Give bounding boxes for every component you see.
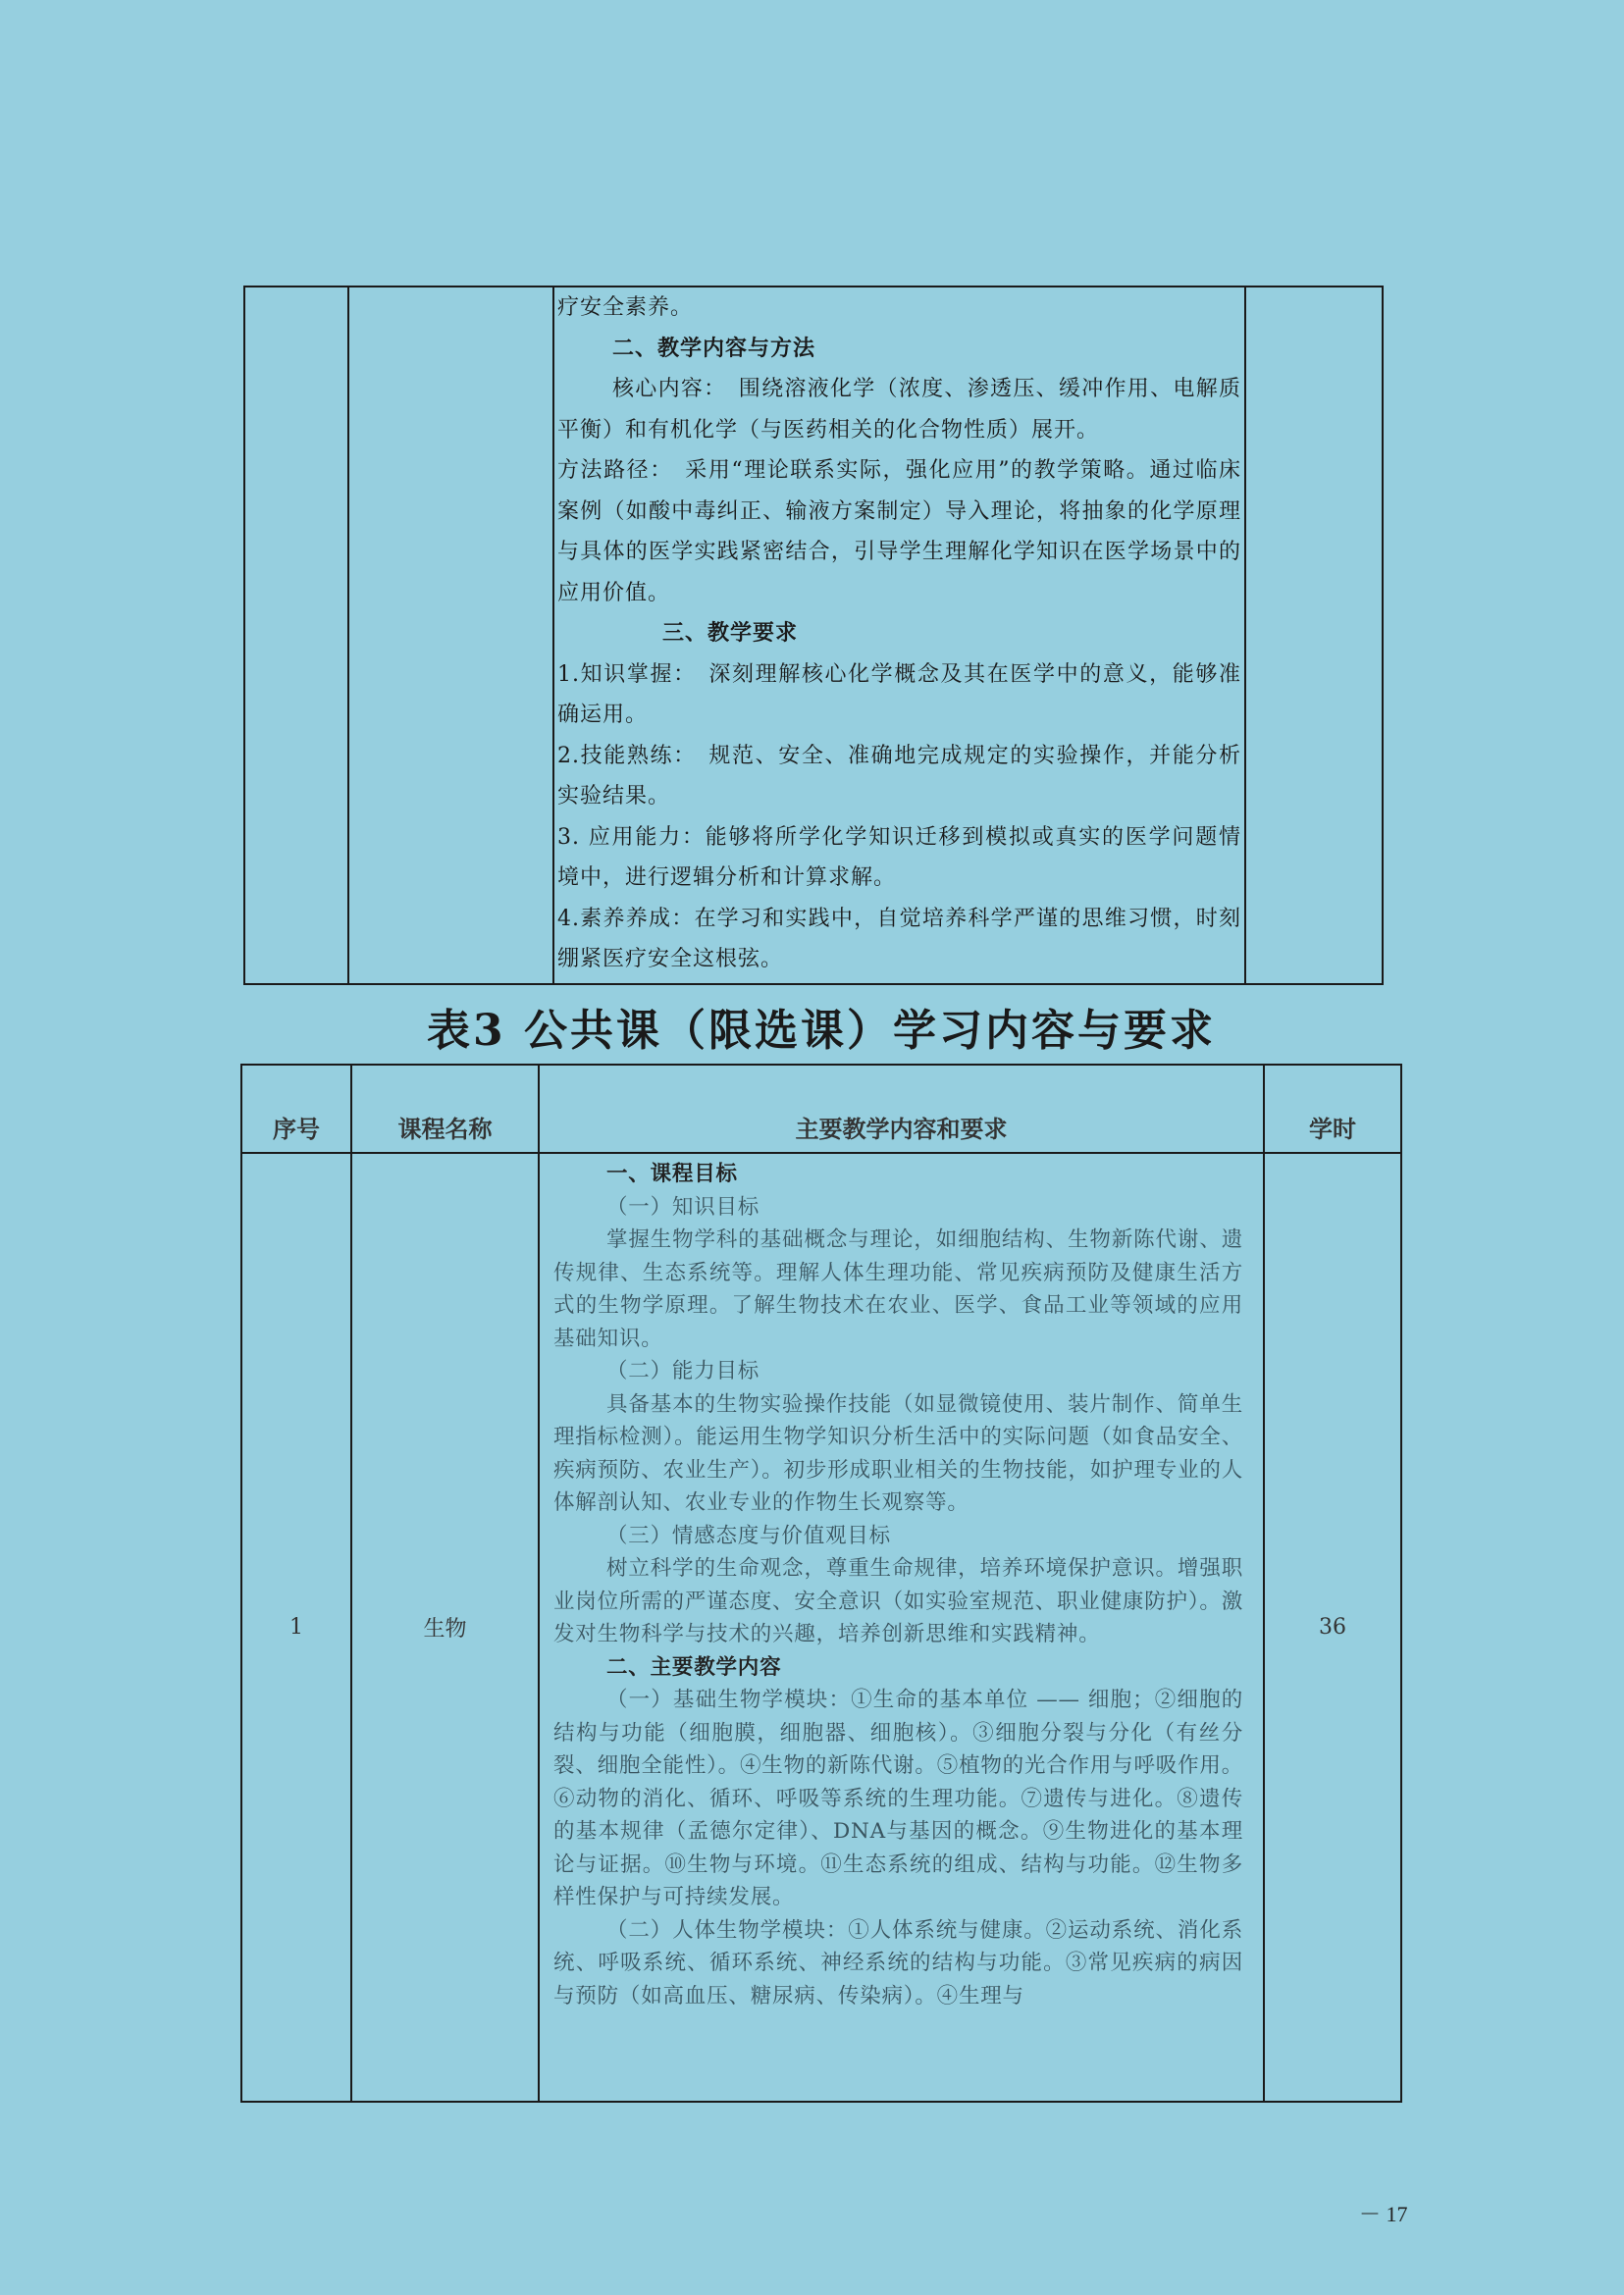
requirement-item: 1.知识掌握： 深刻理解核心化学概念及其在医学中的意义，能够准确运用。 — [557, 661, 1241, 727]
paragraph: 掌握生物学科的基础概念与理论，如细胞结构、生物新陈代谢、遗传规律、生态系统等。理解人体生理功能、常见疾病预防及健康生活方式的生物学原理。了解生物技术在农业、医学、食品工业等领域的应用基础知识。 — [553, 1227, 1243, 1351]
paragraph: （二）人体生物学模块：①人体系统与健康。②运动系统、消化系统、呼吸系统、循环系统、神经系统的结构与功能。③常见疾病的病因与预防（如高血压、糖尿病、传染病）。④生理与 — [553, 1917, 1243, 2008]
paragraph: 疗安全素养。 — [557, 295, 694, 320]
table-row — [244, 287, 1383, 984]
requirement-item: 3. 应用能力：能够将所学化学知识迁移到模拟或真实的医学问题情境中，进行逻辑分析和计算求解。 — [557, 824, 1241, 890]
requirement-item: 4.素养养成：在学习和实践中，自觉培养科学严谨的思维习惯，时刻绷紧医疗安全这根弦。 — [557, 906, 1241, 971]
table-header-row — [241, 1065, 1401, 1153]
header-index: 序号 — [241, 1065, 351, 1153]
content-cell — [539, 1153, 1264, 2102]
subsection-heading: （二）能力目标 — [606, 1359, 760, 1383]
subsection-heading: （三）情感态度与价值观目标 — [606, 1523, 891, 1548]
index-cell — [244, 287, 348, 984]
paragraph: （一）基础生物学模块：①生命的基本单位 —— 细胞；②细胞的结构与功能（细胞膜，细胞器、细胞核）。③细胞分裂与分化（有丝分裂、细胞全能性）。④生物的新陈代谢。⑤植物的光合作用与呼吸作用。⑥动物的消化、循环、呼吸等系统的生理功能。⑦遗传与进化。⑧遗传的基本规律（孟德尔定律）、DNA与基因的概念。⑨生物进化的基本理论与证据。⑩生物与环境。⑪生态系统的组成、结构与功能。⑫生物多样性保护与可持续发展。 — [553, 1688, 1243, 1909]
header-hours: 学时 — [1264, 1065, 1401, 1153]
header-content: 主要教学内容和要求 — [539, 1065, 1264, 1153]
section-heading: 二、教学内容与方法 — [612, 335, 816, 361]
continued-table — [243, 286, 1384, 985]
content-text — [540, 1154, 1263, 2101]
course-name-cell: 生物 — [351, 1153, 539, 2102]
header-course-name: 课程名称 — [351, 1065, 539, 1153]
content-cell — [553, 287, 1245, 984]
section-heading: 三、教学要求 — [662, 620, 799, 646]
subsection-heading: （一）知识目标 — [606, 1194, 760, 1220]
paragraph: 树立科学的生命观念，尊重生命规律，培养环境保护意识。增强职业岗位所需的严谨态度、安全意识（如实验室规范、职业健康防护）。激发对生物科学与技术的兴趣，培养创新思维和实践精神。 — [553, 1556, 1243, 1646]
paragraph: 具备基本的生物实验操作技能（如显微镜使用、装片制作、简单生理指标检测）。能运用生物学知识分析生活中的实际问题（如食品安全、疾病预防、农业生产）。初步形成职业相关的生物技能，如护理专业的人体解剖认知、农业专业的作物生长观察等。 — [553, 1391, 1243, 1515]
table-row — [241, 1153, 1401, 2102]
course-table — [240, 1064, 1402, 2103]
content-text — [554, 287, 1244, 980]
hours-cell: 36 — [1264, 1153, 1401, 2102]
section-heading: 二、主要教学内容 — [606, 1654, 782, 1680]
requirement-item: 2.技能熟练： 规范、安全、准确地完成规定的实验操作，并能分析实验结果。 — [557, 743, 1241, 808]
hours-cell — [1245, 287, 1383, 984]
course-name-cell — [348, 287, 553, 984]
page-number: － 17 — [1359, 2202, 1408, 2226]
table-caption: 表3 公共课（限选课）学习内容与要求 — [427, 1006, 1216, 1056]
section-heading: 一、课程目标 — [606, 1162, 738, 1186]
paragraph: 核心内容： 围绕溶液化学（浓度、渗透压、缓冲作用、电解质平衡）和有机化学（与医药相关的化合物性质）展开。 — [557, 377, 1241, 443]
index-cell: 1 — [241, 1153, 351, 2102]
paragraph: 方法路径： 采用“理论联系实际，强化应用”的教学策略。通过临床案例（如酸中毒纠正、输液方案制定）导入理论，将抽象的化学原理与具体的医学实践紧密结合，引导学生理解化学知识在医学场景中的应用价值。 — [557, 458, 1241, 605]
